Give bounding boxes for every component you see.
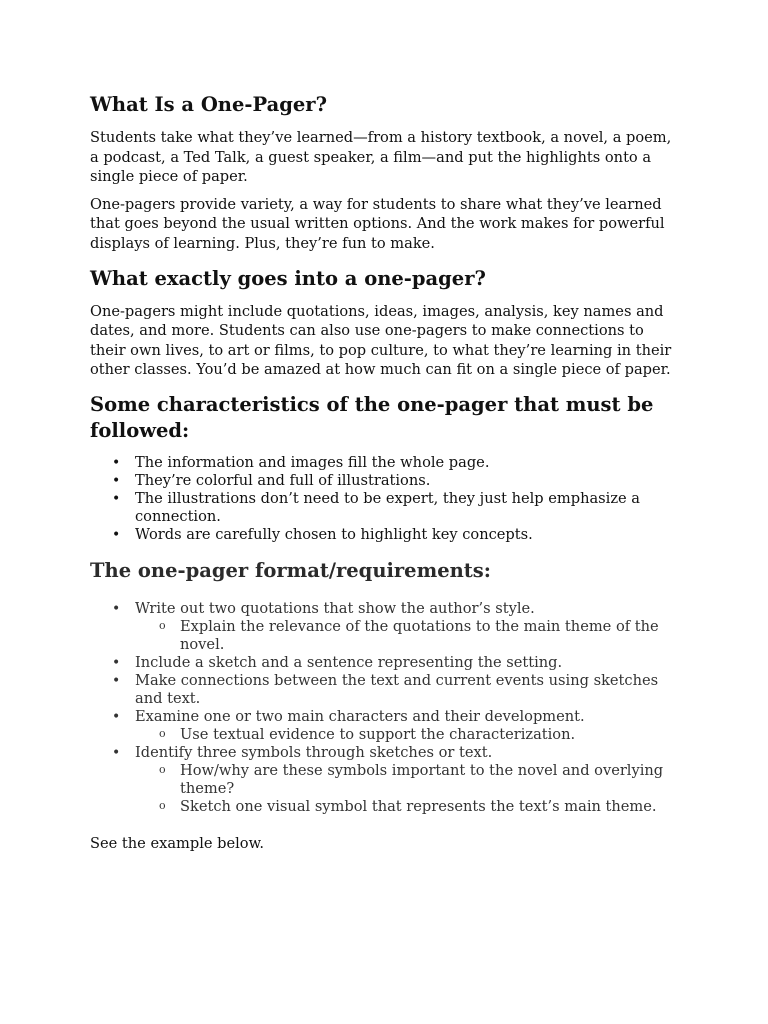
list-item-text: Make connections between the text and current events using sketches and text.	[135, 671, 659, 707]
heading-what-goes-into: What exactly goes into a one-pager?	[90, 266, 486, 290]
list-item: • The information and images fill the whole page.	[90, 454, 680, 472]
characteristics-list	[90, 454, 680, 544]
heading-characteristics: Some characteristics of the one-pager that must be followed:	[90, 392, 654, 442]
list-item-text: Include a sketch and a sentence representing the setting.	[135, 653, 563, 671]
sub-list	[135, 762, 680, 816]
list-item	[90, 744, 680, 816]
list-item-text: Identify three symbols through sketches or text.	[135, 743, 493, 761]
sub-list-item: o Sketch one visual symbol that represents the text’s main theme.	[135, 798, 680, 816]
list-item-text: Examine one or two main characters and their development.	[135, 707, 585, 725]
heading-what-is-one-pager: What Is a One-Pager?	[90, 93, 327, 116]
closing-note: See the example below.	[90, 834, 264, 852]
sub-list-item: o How/why are these symbols important to the novel and overlying theme?	[135, 762, 680, 798]
list-item	[90, 672, 680, 708]
list-item	[90, 600, 680, 654]
heading-format-requirements: The one-pager format/requirements:	[90, 558, 491, 582]
list-item: • They’re colorful and full of illustrations.	[90, 472, 680, 490]
list-item	[90, 654, 680, 672]
list-item: • The illustrations don’t need to be expert, they just help emphasize a connection.	[90, 490, 680, 526]
list-item	[90, 708, 680, 744]
sub-list	[135, 618, 680, 654]
list-item-text: Write out two quotations that show the author’s style.	[135, 599, 535, 617]
sub-list-item: o Explain the relevance of the quotations to the main theme of the novel.	[135, 618, 680, 654]
paragraph-what-is-2: One-pagers provide variety, a way for students to share what they’ve learned that goes beyond the usual written options. And the work makes for powerful displays of learning. Plus, they’re fun to make.	[90, 195, 665, 252]
sub-list-item: o Use textual evidence to support the characterization.	[135, 726, 680, 744]
list-item: • Words are carefully chosen to highlight key concepts.	[90, 526, 680, 544]
document-body	[90, 92, 680, 862]
paragraph-goes-into: One-pagers might include quotations, ideas, images, analysis, key names and dates, and more. Students can also use one-pagers to make connections to their own lives, to art or films, to pop culture, to what they’re learning in their other classes. You’d be amazed at how much can fit on a single piece of paper.	[90, 302, 672, 379]
paragraph-what-is-1: Students take what they’ve learned—from a history textbook, a novel, a poem, a podcast, a Ted Talk, a guest speaker, a film—and put the highlights onto a single piece of paper.	[90, 129, 672, 186]
requirements-list	[90, 600, 680, 816]
sub-list	[135, 726, 680, 744]
